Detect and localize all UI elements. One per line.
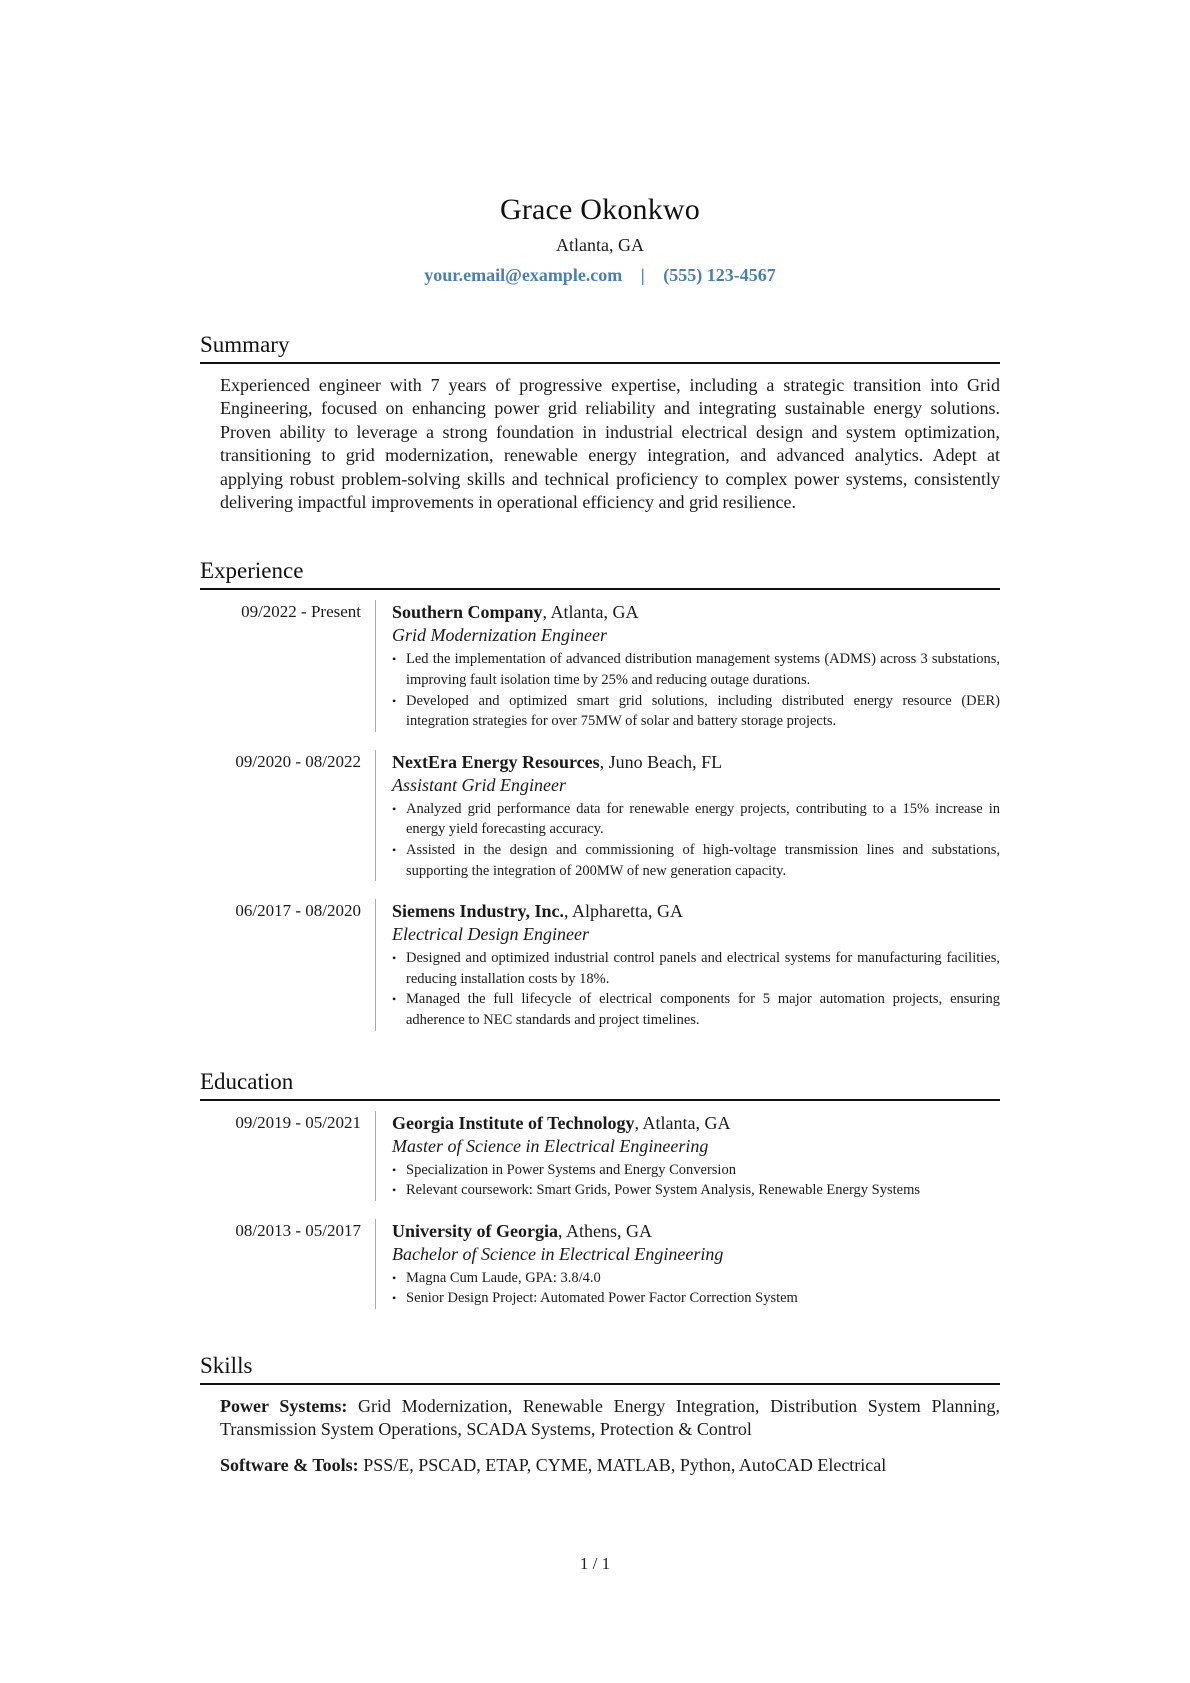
entry-bullets [392, 1268, 1000, 1309]
entry-org: Southern Company [392, 602, 543, 623]
entry-org: Siemens Industry, Inc. [392, 901, 565, 922]
entry-date: 06/2017 - 08/2020 [200, 899, 376, 1030]
section-title-education: Education [200, 1067, 1000, 1101]
summary-text: Experienced engineer with 7 years of progressive expertise, including a strategic transition into Grid Engineering, focused on enhancing power grid reliability and integrating sustainable energy solutions. Proven ability to leverage a strong foundation in industrial electrical design and system optimization, transitioning to grid modernization, renewable energy integration, and advanced analytics. Adept at applying robust problem-solving skills and technical proficiency to complex power systems, consistently delivering impactful improvements in operational efficiency and grid resilience. [220, 375, 1000, 513]
entry-date: 09/2020 - 08/2022 [200, 750, 376, 881]
entry-bullet: • Developed and optimized smart grid solutions, including distributed energy resource (DER) integration strategies for over 75MW of solar and battery storage projects. [392, 691, 1000, 732]
entry-date: 08/2013 - 05/2017 [200, 1219, 376, 1309]
entry-location: , Juno Beach, FL [599, 751, 723, 772]
entry-bullet: • Magna Cum Laude, GPA: 3.8/4.0 [392, 1268, 1000, 1289]
entry-org: University of Georgia [392, 1220, 558, 1241]
entry-bullet: • Senior Design Project: Automated Power Factor Correction System [392, 1288, 1000, 1309]
entry-bullet: • Managed the full lifecycle of electrical components for 5 major automation projects, ensuring adherence to NEC standards and project timelines. [392, 989, 1000, 1030]
section-title-summary: Summary [200, 330, 1000, 364]
skill-row [220, 1454, 1000, 1477]
section-title-skills: Skills [200, 1351, 1000, 1385]
entry-role: Electrical Design Engineer [392, 924, 589, 945]
page-number: 1 / 1 [579, 1554, 611, 1573]
entry-bullet: • Led the implementation of advanced distribution management systems (ADMS) across 3 substations, improving fault isolation time by 25% and reducing outage durations. [392, 649, 1000, 690]
entry-location: , Atlanta, GA [634, 1112, 731, 1133]
entry-date: 09/2019 - 05/2021 [200, 1111, 376, 1201]
skills-list [220, 1395, 1000, 1477]
entry-bullet: • Specialization in Power Systems and Energy Conversion [392, 1160, 1000, 1181]
entry-role: Assistant Grid Engineer [392, 774, 566, 795]
entry-bullets [392, 649, 1000, 731]
skill-label: Software & Tools: [220, 1454, 359, 1475]
skill-row [220, 1395, 1000, 1442]
entry-degree: Master of Science in Electrical Engineering [392, 1135, 709, 1156]
entry-bullet: • Designed and optimized industrial control panels and electrical systems for manufacturing facilities, reducing installation costs by 18%. [392, 948, 1000, 989]
education-list [200, 1111, 1000, 1309]
entry-org-line [392, 899, 1000, 923]
experience-entry [200, 600, 1000, 731]
entry-date: 09/2022 - Present [200, 600, 376, 731]
entry-org-line [392, 1219, 1000, 1243]
entry-org: NextEra Energy Resources [392, 751, 600, 772]
skills-section [200, 1351, 1000, 1477]
entry-bullet: • Relevant coursework: Smart Grids, Power System Analysis, Renewable Energy Systems [392, 1180, 1000, 1201]
entry-location: , Athens, GA [557, 1220, 652, 1241]
skill-value: PSS/E, PSCAD, ETAP, CYME, MATLAB, Python, AutoCAD Electrical [358, 1454, 887, 1475]
contact-separator: | [640, 265, 645, 285]
experience-entry [200, 750, 1000, 881]
candidate-location: Atlanta, GA [556, 235, 644, 255]
entry-body [376, 750, 1000, 881]
phone-link[interactable]: (555) 123-4567 [663, 265, 776, 285]
entry-body [376, 1219, 1000, 1309]
skill-value: Grid Modernization, Renewable Energy Integration, Distribution System Planning, Transmission System Operations, SCADA Systems, Protection & Control [220, 1395, 1001, 1440]
entry-bullets [392, 1160, 1000, 1201]
entry-bullet: • Assisted in the design and commissioning of high-voltage transmission lines and substations, supporting the integration of 200MW of new generation capacity. [392, 840, 1000, 881]
education-section [200, 1067, 1000, 1309]
entry-org: Georgia Institute of Technology [392, 1112, 635, 1133]
entry-body [376, 1111, 1000, 1201]
contact-line [200, 262, 1000, 288]
entry-org-line [392, 750, 1000, 774]
summary-section [200, 330, 1000, 514]
resume-header [200, 190, 1000, 288]
entry-location: , Atlanta, GA [542, 602, 639, 623]
entry-bullet: • Analyzed grid performance data for renewable energy projects, contributing to a 15% increase in energy yield forecasting accuracy. [392, 799, 1000, 840]
entry-role: Grid Modernization Engineer [392, 625, 607, 646]
resume-page [200, 0, 1000, 1477]
entry-bullets [392, 799, 1000, 881]
education-entry [200, 1219, 1000, 1309]
skill-label: Power Systems: [220, 1395, 348, 1416]
experience-section [200, 556, 1000, 1030]
entry-body [376, 600, 1000, 731]
candidate-name: Grace Okonkwo [499, 193, 701, 226]
entry-bullets [392, 948, 1000, 1030]
entry-org-line [392, 600, 1000, 624]
experience-entry [200, 899, 1000, 1030]
entry-org-line [392, 1111, 1000, 1135]
section-title-experience: Experience [200, 556, 1000, 590]
entry-body [376, 899, 1000, 1030]
experience-list [200, 600, 1000, 1030]
education-entry [200, 1111, 1000, 1201]
entry-location: , Alpharetta, GA [564, 901, 684, 922]
email-link[interactable]: your.email@example.com [424, 265, 623, 285]
entry-degree: Bachelor of Science in Electrical Engineering [392, 1243, 724, 1264]
